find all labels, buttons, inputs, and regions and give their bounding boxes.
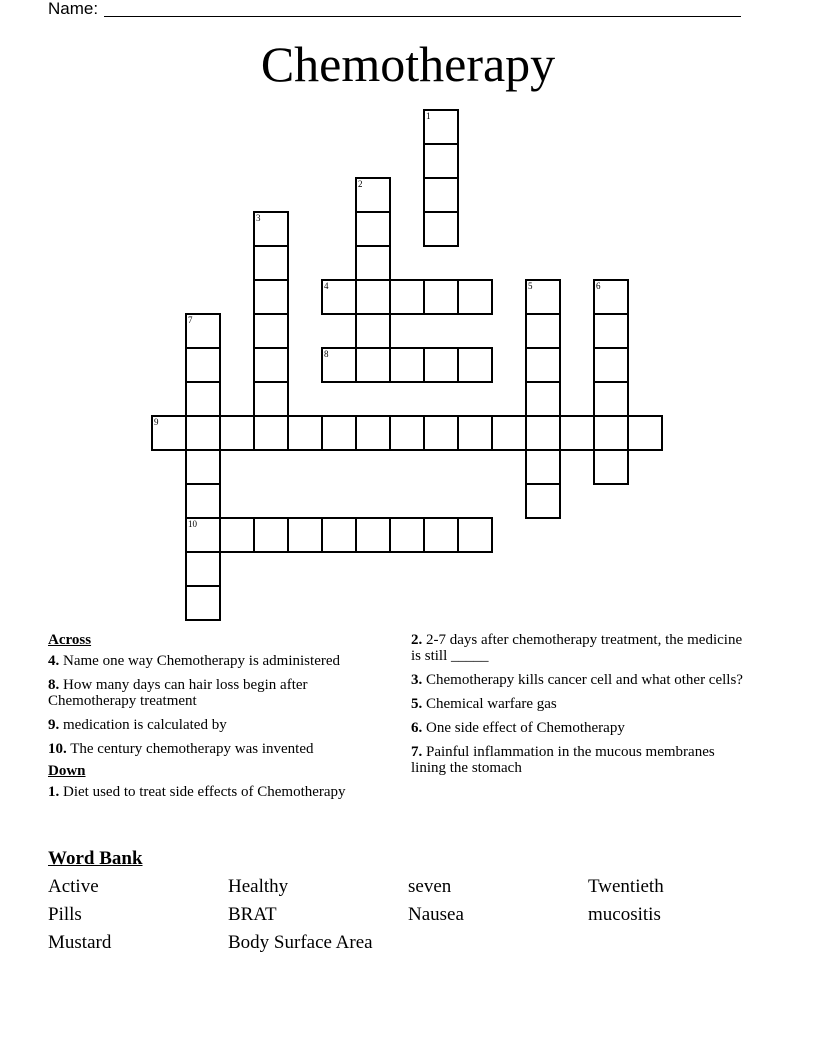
crossword-cell[interactable] <box>389 415 425 451</box>
clues-left-column <box>48 632 378 808</box>
crossword-cell[interactable] <box>253 245 289 281</box>
crossword-cell[interactable] <box>253 211 289 247</box>
clue-number-label: 3 <box>256 213 261 223</box>
clue-text: medication is calculated by <box>63 717 227 733</box>
word-bank-word: Healthy <box>228 876 289 897</box>
clues-right-column <box>411 632 751 784</box>
crossword-cell[interactable] <box>151 415 187 451</box>
crossword-cell[interactable] <box>253 313 289 349</box>
word-bank-word: seven <box>408 876 452 897</box>
down-heading: Down <box>48 763 86 779</box>
crossword-cell[interactable] <box>525 279 561 315</box>
clue-text: Chemotherapy kills cancer cell and what other cells? <box>426 672 743 688</box>
word-bank-word: Active <box>48 876 99 897</box>
clue-text: The century chemotherapy was invented <box>70 741 314 757</box>
crossword-cell[interactable] <box>423 177 459 213</box>
crossword-cell[interactable] <box>219 517 255 553</box>
crossword-cell[interactable] <box>627 415 663 451</box>
clue-text: One side effect of Chemotherapy <box>426 720 625 736</box>
crossword-cell[interactable] <box>423 347 459 383</box>
crossword-cell[interactable] <box>423 109 459 145</box>
crossword-cell[interactable] <box>321 279 357 315</box>
crossword-cell[interactable] <box>253 517 289 553</box>
clue-number-label: 5 <box>528 281 533 291</box>
crossword-cell[interactable] <box>185 381 221 417</box>
clue-across-8 <box>48 677 378 709</box>
clue-text: 2-7 days after chemotherapy treatment, the medicine is still _____ <box>411 632 743 664</box>
word-bank-word: Nausea <box>408 904 464 925</box>
crossword-cell[interactable] <box>525 381 561 417</box>
crossword-cell[interactable] <box>219 415 255 451</box>
clue-text: Diet used to treat side effects of Chemotherapy <box>63 784 346 800</box>
crossword-cell[interactable] <box>457 517 493 553</box>
crossword-cell[interactable] <box>321 415 357 451</box>
clue-down-3 <box>411 672 751 688</box>
crossword-cell[interactable] <box>423 517 459 553</box>
crossword-cell[interactable] <box>185 415 221 451</box>
page-title: Chemotherapy <box>260 36 556 92</box>
clue-number-label: 2 <box>358 179 363 189</box>
name-label: Name: <box>48 0 99 18</box>
crossword-cell[interactable] <box>355 517 391 553</box>
crossword-cell[interactable] <box>389 279 425 315</box>
crossword-cell[interactable] <box>457 415 493 451</box>
clue-number-label: 8 <box>324 349 329 359</box>
crossword-cell[interactable] <box>355 177 391 213</box>
word-bank-word: Twentieth <box>588 876 664 897</box>
crossword-cell[interactable] <box>253 381 289 417</box>
clue-number-label: 7 <box>188 315 193 325</box>
word-bank-word: Body Surface Area <box>228 932 373 953</box>
clue-number-label: 10 <box>188 519 197 529</box>
crossword-cell[interactable] <box>253 279 289 315</box>
crossword-cell[interactable] <box>525 415 561 451</box>
clue-text: How many days can hair loss begin after Chemotherapy treatment <box>48 677 308 709</box>
clue-number-label: 6 <box>596 281 601 291</box>
crossword-cell[interactable] <box>491 415 527 451</box>
clue-down-2 <box>411 632 751 664</box>
crossword-cell[interactable] <box>185 551 221 587</box>
across-heading: Across <box>48 632 92 648</box>
crossword-cell[interactable] <box>525 483 561 519</box>
clue-number: 5. <box>411 696 423 712</box>
crossword-cell[interactable] <box>185 483 221 519</box>
clue-number: 4. <box>48 653 60 669</box>
crossword-cell[interactable] <box>355 313 391 349</box>
crossword-cell[interactable] <box>355 211 391 247</box>
crossword-cell[interactable] <box>185 517 221 553</box>
clue-across-10 <box>48 741 378 757</box>
crossword-cell[interactable] <box>321 517 357 553</box>
crossword-cell[interactable] <box>287 517 323 553</box>
crossword-cell[interactable] <box>185 347 221 383</box>
crossword-cell[interactable] <box>355 415 391 451</box>
crossword-cell[interactable] <box>423 211 459 247</box>
crossword-cell[interactable] <box>253 347 289 383</box>
word-bank-word: Pills <box>48 904 82 925</box>
clue-number: 3. <box>411 672 423 688</box>
clue-down-6 <box>411 720 751 736</box>
crossword-cell[interactable] <box>321 347 357 383</box>
crossword-cell[interactable] <box>593 415 629 451</box>
clue-number-label: 4 <box>324 281 329 291</box>
crossword-cell[interactable] <box>185 313 221 349</box>
clue-text: Name one way Chemotherapy is administered <box>63 653 341 669</box>
crossword-cell[interactable] <box>525 449 561 485</box>
clue-number: 8. <box>48 677 60 693</box>
clue-text: Chemical warfare gas <box>426 696 557 712</box>
crossword-cell[interactable] <box>525 347 561 383</box>
word-bank-word: mucositis <box>588 904 661 925</box>
crossword-cell[interactable] <box>457 279 493 315</box>
clue-number: 10. <box>48 741 67 757</box>
crossword-cell[interactable] <box>423 279 459 315</box>
clue-down-5 <box>411 696 751 712</box>
crossword-cell[interactable] <box>593 279 629 315</box>
crossword-cell[interactable] <box>389 347 425 383</box>
crossword-cell[interactable] <box>355 245 391 281</box>
crossword-cell[interactable] <box>287 415 323 451</box>
crossword-cell[interactable] <box>593 313 629 349</box>
clue-text: Painful inflammation in the mucous membranes lining the stomach <box>411 744 715 776</box>
clue-down-1 <box>48 784 378 800</box>
crossword-cell[interactable] <box>593 347 629 383</box>
crossword-cell[interactable] <box>593 449 629 485</box>
crossword-cell[interactable] <box>185 449 221 485</box>
crossword-cell[interactable] <box>559 415 595 451</box>
crossword-cell[interactable] <box>253 415 289 451</box>
crossword-cell[interactable] <box>355 347 391 383</box>
crossword-cell[interactable] <box>423 143 459 179</box>
clue-number: 9. <box>48 717 60 733</box>
crossword-cell[interactable] <box>423 415 459 451</box>
word-bank-title: Word Bank <box>48 848 143 869</box>
crossword-cell[interactable] <box>457 347 493 383</box>
crossword-cell[interactable] <box>185 585 221 621</box>
word-bank-word: BRAT <box>228 904 277 925</box>
clue-number-label: 9 <box>154 417 159 427</box>
crossword-cell[interactable] <box>593 381 629 417</box>
crossword-cell[interactable] <box>525 313 561 349</box>
crossword-cell[interactable] <box>389 517 425 553</box>
clue-number-label: 1 <box>426 111 431 121</box>
crossword-cell[interactable] <box>355 279 391 315</box>
clue-number: 1. <box>48 784 60 800</box>
clue-number: 2. <box>411 632 423 648</box>
clue-across-4 <box>48 653 378 669</box>
clue-down-7 <box>411 744 751 776</box>
clue-number: 7. <box>411 744 423 760</box>
clue-number: 6. <box>411 720 423 736</box>
word-bank-word: Mustard <box>48 932 112 953</box>
clue-across-9 <box>48 717 378 733</box>
